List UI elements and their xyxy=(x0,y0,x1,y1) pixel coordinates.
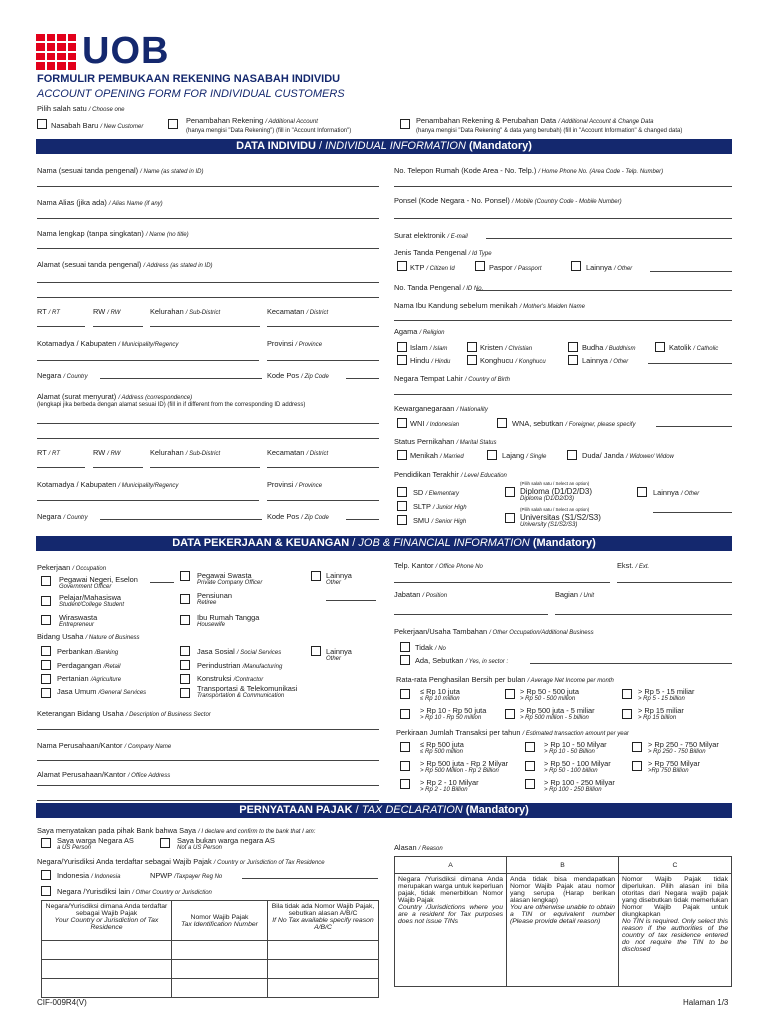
income-2-label: > Rp 50 - 500 juta xyxy=(520,687,579,696)
id-other-checkbox[interactable] xyxy=(571,261,581,271)
office-phone-field[interactable] xyxy=(394,582,610,583)
fullname-label: Nama lengkap (tanpa singkatan) / Name (no title) xyxy=(37,229,189,238)
provinsi-field[interactable] xyxy=(267,360,379,361)
reason-table xyxy=(394,856,732,987)
student-label-en: Student/College Student xyxy=(59,602,125,608)
kelurahan-field[interactable] xyxy=(150,326,260,327)
university-checkbox[interactable] xyxy=(505,513,515,523)
page-number: Halaman 1/3 xyxy=(683,998,729,1007)
tax-residence-table xyxy=(41,900,379,998)
occupation-label: Pekerjaan / Occupation xyxy=(37,563,107,572)
idno-label: No. Tanda Pengenal / ID No. xyxy=(394,283,484,292)
birth-country-field[interactable] xyxy=(394,394,732,395)
indonesia-label: Indonesia / Indonesia xyxy=(57,871,121,880)
address-field-2[interactable] xyxy=(37,297,379,298)
reason-c-text: Nomor Wajib Pajak tidak diperlukan. Pilih alasan ini bila otoritas dari Negara wajib pajak yang disebutkan tidak memerlukan Nomor Wajib Pajak untuk diungkapkan No TIN is required. Only select this reason if the authorities of the country of tax residence entered do not require the TIN to be disclosed xyxy=(619,874,732,987)
income-5-label: > Rp 500 juta - 5 miliar xyxy=(520,706,595,715)
retiree-label: Pensiunan xyxy=(197,591,232,600)
additional-account-label: Penambahan Rekening / Additional Account (hanya mengisi "Data Rekening") (fill in "Account Information") xyxy=(186,116,352,134)
sltp-checkbox[interactable] xyxy=(397,501,407,511)
housewife-label: Ibu Rumah Tangga xyxy=(197,613,260,622)
job-other-field[interactable] xyxy=(326,600,376,601)
corr-kecamatan-field[interactable] xyxy=(267,467,379,468)
negara-field[interactable] xyxy=(100,378,262,379)
trans-3-checkbox[interactable] xyxy=(632,742,642,752)
konghucu-checkbox[interactable] xyxy=(467,355,477,365)
home-phone-label: No. Telepon Rumah (Kode Area - No. Telp.) / Home Phone No. (Area Code - Telp. Number) xyxy=(394,166,664,175)
kristen-label: Kristen / Christian xyxy=(480,343,533,352)
income-4-label-en: > Rp 10 - Rp 50 million xyxy=(420,715,482,721)
mother-field[interactable] xyxy=(394,320,732,321)
tin-cell[interactable] xyxy=(172,960,268,979)
trans-4-label: > Rp 500 juta - Rp 2 Milyar xyxy=(420,759,509,768)
reason-c-header: C xyxy=(619,857,732,874)
student-label: Pelajar/Mahasiswa xyxy=(59,593,122,602)
income-4-label: > Rp 10 - Rp 50 juta xyxy=(420,706,487,715)
hindu-label: Hindu / Hindu xyxy=(410,356,451,365)
table-row xyxy=(42,960,379,979)
idno-field[interactable] xyxy=(476,290,732,291)
corr-rt-field[interactable] xyxy=(37,467,85,468)
address-field-1[interactable] xyxy=(37,282,379,283)
business-desc-field[interactable] xyxy=(37,729,379,730)
additional-sector-field[interactable] xyxy=(530,663,732,664)
corr-kodepos-label: Kode Pos / Zip Code xyxy=(267,512,329,521)
new-customer-label: Nasabah Baru / New Customer xyxy=(51,121,144,130)
trans-7-label: > Rp 2 - 10 Milyar xyxy=(420,778,479,787)
reason-cell[interactable] xyxy=(268,979,379,998)
trans-4-label-en: > Rp 500 Million - Rp 2 Billion xyxy=(420,768,499,774)
address-label: Alamat (sesuai tanda pengenal) / Address (as stated in ID) xyxy=(37,260,213,269)
uob-logo-text: UOB xyxy=(82,30,170,72)
trans-8-label: > Rp 100 - 250 Milyar xyxy=(544,778,615,787)
unit-field[interactable] xyxy=(555,614,732,615)
marital-label: Status Pernikahan / Marital Status xyxy=(394,437,497,446)
reason-label: Alasan / Reason xyxy=(394,843,443,852)
general-services-label: Jasa Umum /General Services xyxy=(57,687,147,696)
negara-label: Negara / Country xyxy=(37,371,88,380)
country-cell[interactable] xyxy=(42,960,172,979)
business-other-checkbox[interactable] xyxy=(311,646,321,656)
tax-statement: Saya menyatakan pada pihak Bank bahwa Saya / I declare and confirm to the bank that I am: xyxy=(37,826,316,835)
corr-address-note: (lengkapi jika berbeda dengan alamat sesuai ID) (fill in if different from the corresponding ID address) xyxy=(37,402,306,408)
office-address-field-1[interactable] xyxy=(37,785,379,786)
religion-label: Agama / Religion xyxy=(394,327,445,336)
unit-label: Bagian / Unit xyxy=(555,590,595,599)
banking-label: Perbankan /Banking xyxy=(57,647,119,656)
contractor-label: Konstruksi /Contractor xyxy=(197,674,264,683)
section-tax-header: PERNYATAAN PAJAK / TAX DECLARATION (Mandatory) xyxy=(36,803,732,818)
edu-other-field[interactable] xyxy=(653,512,732,513)
corr-kodepos-field[interactable] xyxy=(346,519,379,520)
reason-b-text: Anda tidak bisa mendapatkan Nomor Wajib Pajak atau nomor yang serupa (Harap berikan alasan lengkap) You are otherwise unable to obtain a TIN or equivalent number (Please provide detail reason) xyxy=(507,874,619,987)
katolik-checkbox[interactable] xyxy=(655,342,665,352)
income-6-label-en: > Rp 15 billion xyxy=(638,715,677,721)
gov-officer-checkbox[interactable] xyxy=(41,576,51,586)
alias-field[interactable] xyxy=(37,218,379,219)
smu-label: SMU / Senior High xyxy=(413,516,467,525)
income-1-label: ≤ Rp 10 juta xyxy=(420,687,460,696)
retiree-checkbox[interactable] xyxy=(180,594,190,604)
yes-additional-checkbox[interactable] xyxy=(400,655,410,665)
eselon-field[interactable] xyxy=(150,582,174,583)
corr-negara-label: Negara / Country xyxy=(37,512,88,521)
additional-business-label: Pekerjaan/Usaha Tambahan / Other Occupation/Additional Business xyxy=(394,627,594,636)
corr-rw-label: RW / RW xyxy=(93,448,121,457)
social-services-checkbox[interactable] xyxy=(180,646,190,656)
yes-additional-label: Ada, Sebutkan / Yes, in sector : xyxy=(415,656,509,665)
katolik-label: Katolik / Catholic xyxy=(669,343,719,352)
alias-label: Nama Alias (jika ada) / Alias Name (if any) xyxy=(37,198,163,207)
single-checkbox[interactable] xyxy=(487,450,497,460)
uob-logo-mark xyxy=(36,34,76,70)
kodepos-label: Kode Pos / Zip Code xyxy=(267,371,329,380)
housewife-checkbox[interactable] xyxy=(180,615,190,625)
entrepreneur-checkbox[interactable] xyxy=(41,615,51,625)
trans-1-label: ≤ Rp 500 juta xyxy=(420,740,464,749)
office-phone-label: Telp. Kantor / Office Phone No xyxy=(394,561,483,570)
corr-provinsi-field[interactable] xyxy=(267,500,379,501)
corr-kecamatan-label: Kecamatan / District xyxy=(267,448,329,457)
trans-6-label: > Rp 750 Milyar xyxy=(648,759,700,768)
income-2-label-en: > Rp 50 - 500 million xyxy=(520,696,576,702)
income-6-label: > Rp 15 miliar xyxy=(638,706,684,715)
provinsi-label: Provinsi / Province xyxy=(267,339,323,348)
rw-field[interactable] xyxy=(93,326,143,327)
no-additional-label: Tidak / No xyxy=(415,643,446,652)
additional-change-checkbox[interactable] xyxy=(400,119,410,129)
trans-1-label-en: ≤ Rp 500 million xyxy=(420,749,463,755)
no-additional-checkbox[interactable] xyxy=(400,642,410,652)
private-officer-label: Pegawai Swasta xyxy=(197,571,252,580)
smu-checkbox[interactable] xyxy=(397,515,407,525)
birth-country-label: Negara Tempat Lahir / Country of Birth xyxy=(394,374,510,383)
widow-label: Duda/ Janda / Widower/ Widow xyxy=(582,451,674,460)
nationality-label: Kewarganegaraan / Nationality xyxy=(394,404,488,413)
us-person-checkbox[interactable] xyxy=(41,838,51,848)
business-other-label: Lainnya xyxy=(326,647,352,656)
idtype-label: Jenis Tanda Pengenal / Id Type xyxy=(394,248,492,257)
position-field[interactable] xyxy=(394,614,548,615)
edu-other-label: Lainnya / Other xyxy=(653,488,700,497)
ktp-checkbox[interactable] xyxy=(397,261,407,271)
form-code: CIF-009R4(V) xyxy=(37,998,87,1007)
private-officer-label-en: Private Company Officer xyxy=(197,580,263,586)
id-other-field[interactable] xyxy=(650,271,732,272)
trans-6-checkbox[interactable] xyxy=(632,761,642,771)
table-row xyxy=(42,941,379,960)
manufacturing-label: Perindustrian /Manufacturing xyxy=(197,661,283,670)
mobile-field[interactable] xyxy=(394,218,732,219)
trans-3-label: > Rp 250 - 750 Milyar xyxy=(648,740,719,749)
corr-kota-label: Kotamadya / Kabupaten / Municipality/Regency xyxy=(37,480,179,489)
budha-checkbox[interactable] xyxy=(568,342,578,352)
email-label: Surat elektronik / E-mail xyxy=(394,231,468,240)
company-label: Nama Perusahaan/Kantor / Company Name xyxy=(37,741,172,750)
retiree-label-en: Retiree xyxy=(197,600,217,606)
other-country-label: Negara /Yurisdiksi lain / Other Country or Jurisdiction xyxy=(57,887,212,896)
kecamatan-label: Kecamatan / District xyxy=(267,307,329,316)
kelurahan-label: Kelurahan / Sub-District xyxy=(150,307,221,316)
job-other-label-en: Other xyxy=(326,580,342,586)
name-field[interactable] xyxy=(37,186,379,187)
rt-field[interactable] xyxy=(37,326,85,327)
konghucu-label: Konghucu / Konghucu xyxy=(480,356,546,365)
country-cell[interactable] xyxy=(42,941,172,960)
corr-negara-field[interactable] xyxy=(100,519,262,520)
trans-4-checkbox[interactable] xyxy=(400,761,410,771)
corr-provinsi-label: Provinsi / Province xyxy=(267,480,323,489)
trans-3-label-en: > Rp 250 - 750 Billion xyxy=(648,749,706,755)
section-individual-header: DATA INDIVIDU / INDIVIDUAL INFORMATION (Mandatory) xyxy=(36,139,732,154)
gov-officer-label-en: Government Officer xyxy=(59,584,112,590)
reason-cell[interactable] xyxy=(268,960,379,979)
wni-label: WNI / Indonesian xyxy=(410,419,460,428)
corr-address-field-1[interactable] xyxy=(37,423,379,424)
diploma-label: Diploma (D1/D2/D3) xyxy=(520,487,593,496)
budha-label: Budha / Buddhism xyxy=(582,343,636,352)
mother-label: Nama Ibu Kandung sebelum menikah / Mother's Maiden Name xyxy=(394,301,585,310)
corr-address-field-2[interactable] xyxy=(37,438,379,439)
not-us-person-label: Saya bukan warga negara AS xyxy=(177,836,275,845)
kodepos-field[interactable] xyxy=(346,378,379,379)
us-person-label: Saya warga Negara AS xyxy=(57,836,134,845)
islam-label: Islam / Islam xyxy=(410,343,448,352)
kecamatan-field[interactable] xyxy=(267,326,379,327)
transport-checkbox[interactable] xyxy=(180,688,190,698)
npwp-label: NPWP /Taxpayer Reg No xyxy=(150,871,223,880)
university-label-en: University (S1/S2/S3) xyxy=(520,522,578,528)
tin-cell[interactable] xyxy=(172,941,268,960)
wna-checkbox[interactable] xyxy=(497,418,507,428)
wni-checkbox[interactable] xyxy=(397,418,407,428)
income-5-checkbox[interactable] xyxy=(505,709,515,719)
choose-one-label: Pilih salah satu / Choose one xyxy=(37,104,125,113)
trans-7-label-en: > Rp 2 - 10 Billion xyxy=(420,787,468,793)
religion-other-field[interactable] xyxy=(648,363,732,364)
form-subtitle: ACCOUNT OPENING FORM FOR INDIVIDUAL CUSTOMERS xyxy=(37,88,345,100)
col-reason-header: Bila tidak ada Nomor Wajib Pajak, sebutkan alasan A/B/C If No Tax available specify reason A/B/C xyxy=(268,901,379,941)
diploma-checkbox[interactable] xyxy=(505,487,515,497)
office-address-label: Alamat Perusahaan/Kantor / Office Address xyxy=(37,770,171,779)
indonesia-checkbox[interactable] xyxy=(41,870,51,880)
reason-b-header: B xyxy=(507,857,619,874)
hindu-checkbox[interactable] xyxy=(397,355,407,365)
home-phone-field[interactable] xyxy=(394,186,732,187)
student-checkbox[interactable] xyxy=(41,596,51,606)
private-officer-checkbox[interactable] xyxy=(180,571,190,581)
diploma-hint: (Pilih salah satu / Select an option) xyxy=(520,481,590,486)
col-tin-header: Nomor Wajib Pajak Tax Identification Number xyxy=(172,901,268,941)
trans-5-label: > Rp 50 - 100 Milyar xyxy=(544,759,611,768)
us-person-label-en: a US Person xyxy=(57,845,92,851)
kota-field[interactable] xyxy=(37,360,259,361)
income-5-label-en: > Rp 500 million - 5 billion xyxy=(520,715,589,721)
corr-kelurahan-field[interactable] xyxy=(150,467,260,468)
agriculture-label: Pertanian /Agriculture xyxy=(57,674,122,683)
banking-checkbox[interactable] xyxy=(41,646,51,656)
trans-7-checkbox[interactable] xyxy=(400,779,410,789)
name-label: Nama (sesuai tanda pengenal) / Name (as stated in ID) xyxy=(37,166,204,175)
ext-label: Ekst. / Ext. xyxy=(617,561,650,570)
islam-checkbox[interactable] xyxy=(397,342,407,352)
sd-label: SD / Elementary xyxy=(413,488,460,497)
income-label: Rata-rata Penghasilan Bersih per bulan / Average Net Income per month xyxy=(396,675,614,684)
sd-checkbox[interactable] xyxy=(397,487,407,497)
corr-kota-field[interactable] xyxy=(37,500,259,501)
income-3-label-en: > Rp 5 - 15 billion xyxy=(638,696,685,702)
transport-label: Transportasi & Telekomunikasi xyxy=(197,684,298,693)
reason-a-text: Negara /Yurisdiksi dimana Anda merupakan warga untuk keperluan pajak, tidak menerbitkan Nomor Wajib Pajak Country /Jurisdictions where you are a resident for Tax purposes does not issue TINs xyxy=(395,874,507,987)
trans-2-label: > Rp 10 - 50 Milyar xyxy=(544,740,607,749)
not-us-person-checkbox[interactable] xyxy=(160,838,170,848)
job-other-label: Lainnya xyxy=(326,571,352,580)
married-label: Menikah / Married xyxy=(410,451,464,460)
section-job-header: DATA PEKERJAAN & KEUANGAN / JOB & FINANCIAL INFORMATION (Mandatory) xyxy=(36,536,732,551)
religion-other-checkbox[interactable] xyxy=(568,355,578,365)
wna-label: WNA, sebutkan / Foreigner, please specify xyxy=(512,419,636,428)
social-services-label: Jasa Sosial / Social Services xyxy=(197,647,282,656)
office-address-field-2[interactable] xyxy=(37,800,379,801)
paspor-checkbox[interactable] xyxy=(475,261,485,271)
income-6-checkbox[interactable] xyxy=(622,709,632,719)
reason-cell[interactable] xyxy=(268,941,379,960)
business-desc-label: Keterangan Bidang Usaha / Description of Business Sector xyxy=(37,709,211,718)
retail-label: Perdagangan /Retail xyxy=(57,661,121,670)
paspor-label: Paspor / Passport xyxy=(489,263,542,272)
col-country-header: Negara/Yurisdiksi dimana Anda terdaftar sebagai Wajib Pajak Your Country or Jurisdiction of Tax Residence xyxy=(42,901,172,941)
not-us-person-label-en: Not a US Person xyxy=(177,845,223,851)
corr-rt-label: RT / RT xyxy=(37,448,60,457)
email-field[interactable] xyxy=(486,238,732,239)
npwp-field[interactable] xyxy=(242,878,378,879)
sltp-label: SLTP / Junior High xyxy=(413,502,467,511)
trans-2-label-en: > Rp 10 - 50 Billion xyxy=(544,749,595,755)
income-1-label-en: ≤ Rp 10 million xyxy=(420,696,460,702)
corr-address-label: Alamat (surat menyurat) / Address (correspondence) xyxy=(37,392,193,401)
income-2-checkbox[interactable] xyxy=(505,689,515,699)
table-row xyxy=(42,979,379,998)
job-other-checkbox[interactable] xyxy=(311,571,321,581)
trans-2-checkbox[interactable] xyxy=(525,742,535,752)
additional-change-label: Penambahan Rekening & Perubahan Data / Additional Account & Change Data (hanya mengisi "Data Rekening" & data yang berubah) (fill in "Account Information" & changed data) xyxy=(416,116,683,134)
mobile-label: Ponsel (Kode Negara - No. Ponsel) / Mobile (Country Code - Mobile Number) xyxy=(394,196,622,205)
income-3-label: > Rp 5 - 15 miliar xyxy=(638,687,695,696)
edu-other-checkbox[interactable] xyxy=(637,487,647,497)
agriculture-checkbox[interactable] xyxy=(41,674,51,684)
univ-hint: (Pilih salah satu / Select an option) xyxy=(520,507,590,512)
married-checkbox[interactable] xyxy=(397,450,407,460)
wna-field[interactable] xyxy=(656,426,732,427)
corr-kelurahan-label: Kelurahan / Sub-District xyxy=(150,448,221,457)
tax-country-label: Negara/Yurisdiksi Anda terdaftar sebagai Wajib Pajak / Country or Jurisdiction of Tax Residence xyxy=(37,857,325,866)
education-label: Pendidikan Terakhir / Level Education xyxy=(394,470,507,479)
trans-1-checkbox[interactable] xyxy=(400,742,410,752)
corr-rw-field[interactable] xyxy=(93,467,143,468)
id-other-label: Lainnya / Other xyxy=(586,263,633,272)
rt-label: RT / RT xyxy=(37,307,60,316)
ktp-label: KTP / Citizen Id xyxy=(410,263,455,272)
gov-officer-label: Pegawai Negeri, Eselon xyxy=(59,575,138,584)
fullname-field[interactable] xyxy=(37,248,379,249)
manufacturing-checkbox[interactable] xyxy=(180,660,190,670)
country-cell[interactable] xyxy=(42,979,172,998)
income-4-checkbox[interactable] xyxy=(400,709,410,719)
trans-8-checkbox[interactable] xyxy=(525,779,535,789)
housewife-label-en: Housewife xyxy=(197,622,226,628)
trans-5-label-en: > Rp 50 - 100 billion xyxy=(544,768,598,774)
contractor-checkbox[interactable] xyxy=(180,674,190,684)
income-3-checkbox[interactable] xyxy=(622,689,632,699)
ext-field[interactable] xyxy=(617,582,732,583)
reason-a-header: A xyxy=(395,857,507,874)
business-other-label-en: Other xyxy=(326,656,342,662)
business-nature-label: Bidang Usaha / Nature of Business xyxy=(37,632,140,641)
trans-6-label-en: >Rp 750 Billion xyxy=(648,768,689,774)
position-label: Jabatan / Position xyxy=(394,590,448,599)
entrepreneur-label: Wiraswasta xyxy=(59,613,98,622)
kristen-checkbox[interactable] xyxy=(467,342,477,352)
form-title: FORMULIR PEMBUKAAN REKENING NASABAH INDIVIDU xyxy=(37,73,341,85)
diploma-label-en: Diploma (D1/D2/D3) xyxy=(520,496,575,502)
widow-checkbox[interactable] xyxy=(567,450,577,460)
single-label: Lajang / Single xyxy=(502,451,547,460)
religion-other-label: Lainnya / Other xyxy=(582,356,629,365)
general-services-checkbox[interactable] xyxy=(41,688,51,698)
additional-account-checkbox[interactable] xyxy=(168,119,178,129)
trans-8-label-en: > Rp 100 - 250 Billion xyxy=(544,787,602,793)
rw-label: RW / RW xyxy=(93,307,121,316)
transport-label-en: Transportation & Communication xyxy=(197,693,285,699)
retail-checkbox[interactable] xyxy=(41,660,51,670)
new-customer-checkbox[interactable] xyxy=(37,119,47,129)
university-label: Universitas (S1/S2/S3) xyxy=(520,513,601,522)
entrepreneur-label-en: Entrepreneur xyxy=(59,622,95,628)
company-field[interactable] xyxy=(37,760,379,761)
trans-5-checkbox[interactable] xyxy=(525,761,535,771)
kota-label: Kotamadya / Kabupaten / Municipality/Regency xyxy=(37,339,179,348)
income-1-checkbox[interactable] xyxy=(400,689,410,699)
uob-logo xyxy=(36,30,169,73)
other-country-checkbox[interactable] xyxy=(41,886,51,896)
tin-cell[interactable] xyxy=(172,979,268,998)
transaction-label: Perkiraan Jumlah Transaksi per tahun / Estimated transaction amount per year xyxy=(396,728,629,737)
